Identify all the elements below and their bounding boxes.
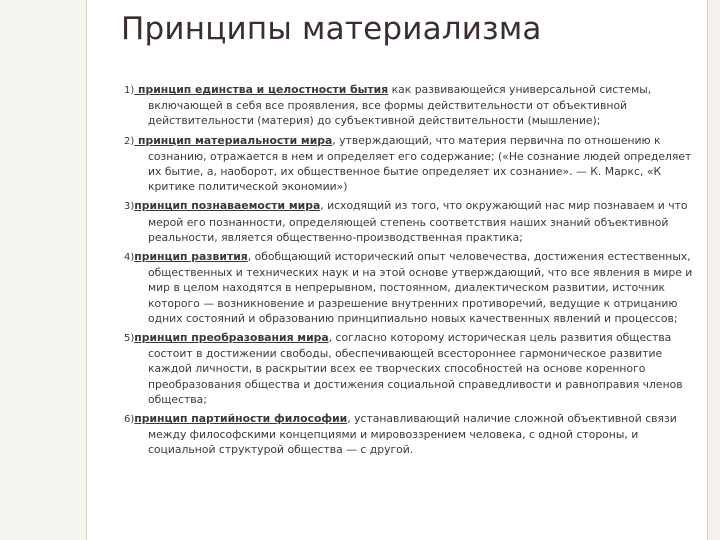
list-item-3 [124,198,702,245]
item-number: 2) [124,135,135,147]
item-number: 3) [124,201,135,213]
item-heading: принцип единства и целостности бытия [134,83,389,96]
item-heading: принцип преобразования мира [134,331,329,345]
item-heading: принцип материальности мира [134,133,333,147]
item-number: 5) [124,333,135,345]
item-number: 6) [124,414,135,426]
item-body: , исходящий из того, что окружающий нас мир познаваем и что мерой его познанности, определяющей степень соответствия наших знаний объективной реальности, является общественно-производственная практика; [148,199,688,244]
list-item-1 [124,82,702,129]
item-heading: принцип познаваемости мира [134,199,321,213]
item-body: , утверждающий, что материя первична по отношению к сознанию, отражается в нем и определяет его содержание; («Не сознание людей определяет их бытие, а, наоборот, их общественное бытие определяет их сознание». — К. Маркс, «К критике политической экономии») [148,133,692,194]
item-number: 4) [124,252,135,264]
item-body: , согласно которому историческая цель развития общества состоит в достижении свободы, обеспечивающей всестороннее гармоническое развитие каждой личности, в раскрытии всех ее творческих способностей на основе коренного преобразования общества и достижения социальной справедливости и равноправия членов общества; [148,331,683,406]
item-number: 1) [124,85,135,96]
item-heading: принцип партийности философии [134,412,348,426]
slide-title: Принципы материализма [121,11,542,47]
item-body: , обобщающий исторический опыт человечества, достижения естественных, общественных и технических наук и на этой основе утверждающий, что все явления в мире и мир в целом находятся в непрерывном, постоянном, диалектическом развитии, источник которого — возникновение и разрешение внутренних противоречий, ведущие к отрицанию одних состояний и образованию принципиально новых качественных явлений и процессов; [148,250,693,325]
principles-list [124,82,702,462]
item-body: , устанавливающий наличие сложной объективной связи между философскими концепциями и мировоззрением человека, с одной стороны, и социальной структурой общества — с другой. [148,412,677,457]
list-item-2 [124,133,702,195]
list-item-5 [124,330,702,407]
left-decorative-band [0,0,93,540]
list-item-4 [124,249,702,326]
item-body: как развивающейся универсальной системы, включающей в себя все проявления, все формы действительности от объективной действительности (материя) до субъективной действительности (мышление); [148,83,652,128]
list-item-6 [124,411,702,458]
item-heading: принцип развития [134,250,248,264]
